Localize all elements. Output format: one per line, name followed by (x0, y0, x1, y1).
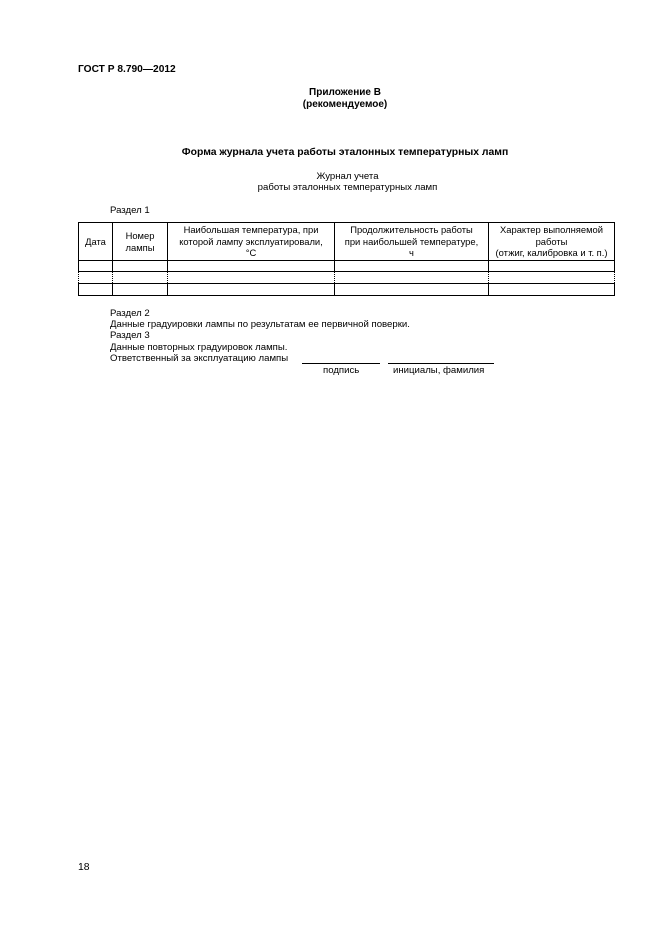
section-3-label: Раздел 3 (110, 330, 150, 341)
header-line: (отжиг, калибровка и т. п.) (495, 247, 608, 259)
appendix-note: (рекомендуемое) (302, 99, 388, 110)
page-number: 18 (78, 862, 90, 873)
header-line: ч (409, 247, 414, 259)
journal-table (78, 222, 615, 296)
header-line: Наибольшая температура, при (183, 224, 319, 236)
table-row (79, 284, 615, 296)
header-line: лампы (125, 241, 155, 253)
header-cell-duration (335, 223, 489, 261)
section-1-label: Раздел 1 (110, 205, 150, 216)
journal-title-line-1: Журнал учета (316, 171, 379, 182)
table-row (79, 261, 615, 272)
table-row-continuation (79, 272, 615, 284)
signature-caption: подпись (323, 365, 360, 376)
table-cell (168, 272, 335, 284)
header-line: Номер (125, 230, 155, 242)
section-3-text: Данные повторных градуировок лампы. (110, 342, 288, 353)
table-cell (489, 284, 615, 296)
name-caption: инициалы, фамилия (393, 365, 485, 376)
table-cell (335, 272, 489, 284)
header-line: °С (245, 247, 257, 259)
standard-header: ГОСТ Р 8.790—2012 (78, 64, 176, 75)
header-line: при наибольшей температуре, (344, 235, 479, 247)
table-cell (168, 261, 335, 272)
header-line: Дата (85, 235, 106, 247)
section-2-text: Данные градуировки лампы по результатам ее первичной поверки. (110, 319, 410, 330)
table-cell (113, 272, 168, 284)
table-cell (489, 261, 615, 272)
table-cell (79, 284, 113, 296)
table-cell (113, 284, 168, 296)
responsible-label: Ответственный за эксплуатацию лампы (110, 353, 289, 364)
table-cell (335, 284, 489, 296)
table-cell (168, 284, 335, 296)
appendix-label: Приложение В (309, 87, 381, 98)
header-line: которой лампу эксплуатировали, (179, 235, 323, 247)
header-line: работы (535, 235, 568, 247)
section-2-label: Раздел 2 (110, 308, 150, 319)
table-cell (79, 261, 113, 272)
header-line: Продолжительность работы (350, 224, 473, 236)
header-cell-date (79, 223, 113, 261)
table-cell (335, 261, 489, 272)
header-cell-max-temperature (168, 223, 335, 261)
name-line (388, 363, 494, 364)
table-cell (113, 261, 168, 272)
table-header-row (79, 223, 615, 261)
header-cell-work-type (489, 223, 615, 261)
journal-title-line-2: работы эталонных температурных ламп (257, 182, 438, 193)
table-cell (489, 272, 615, 284)
signature-line (302, 363, 380, 364)
table-cell (79, 272, 113, 284)
header-line: Характер выполняемой (500, 224, 603, 236)
header-cell-lamp-number (113, 223, 168, 261)
form-title: Форма журнала учета работы эталонных температурных ламп (181, 147, 509, 158)
